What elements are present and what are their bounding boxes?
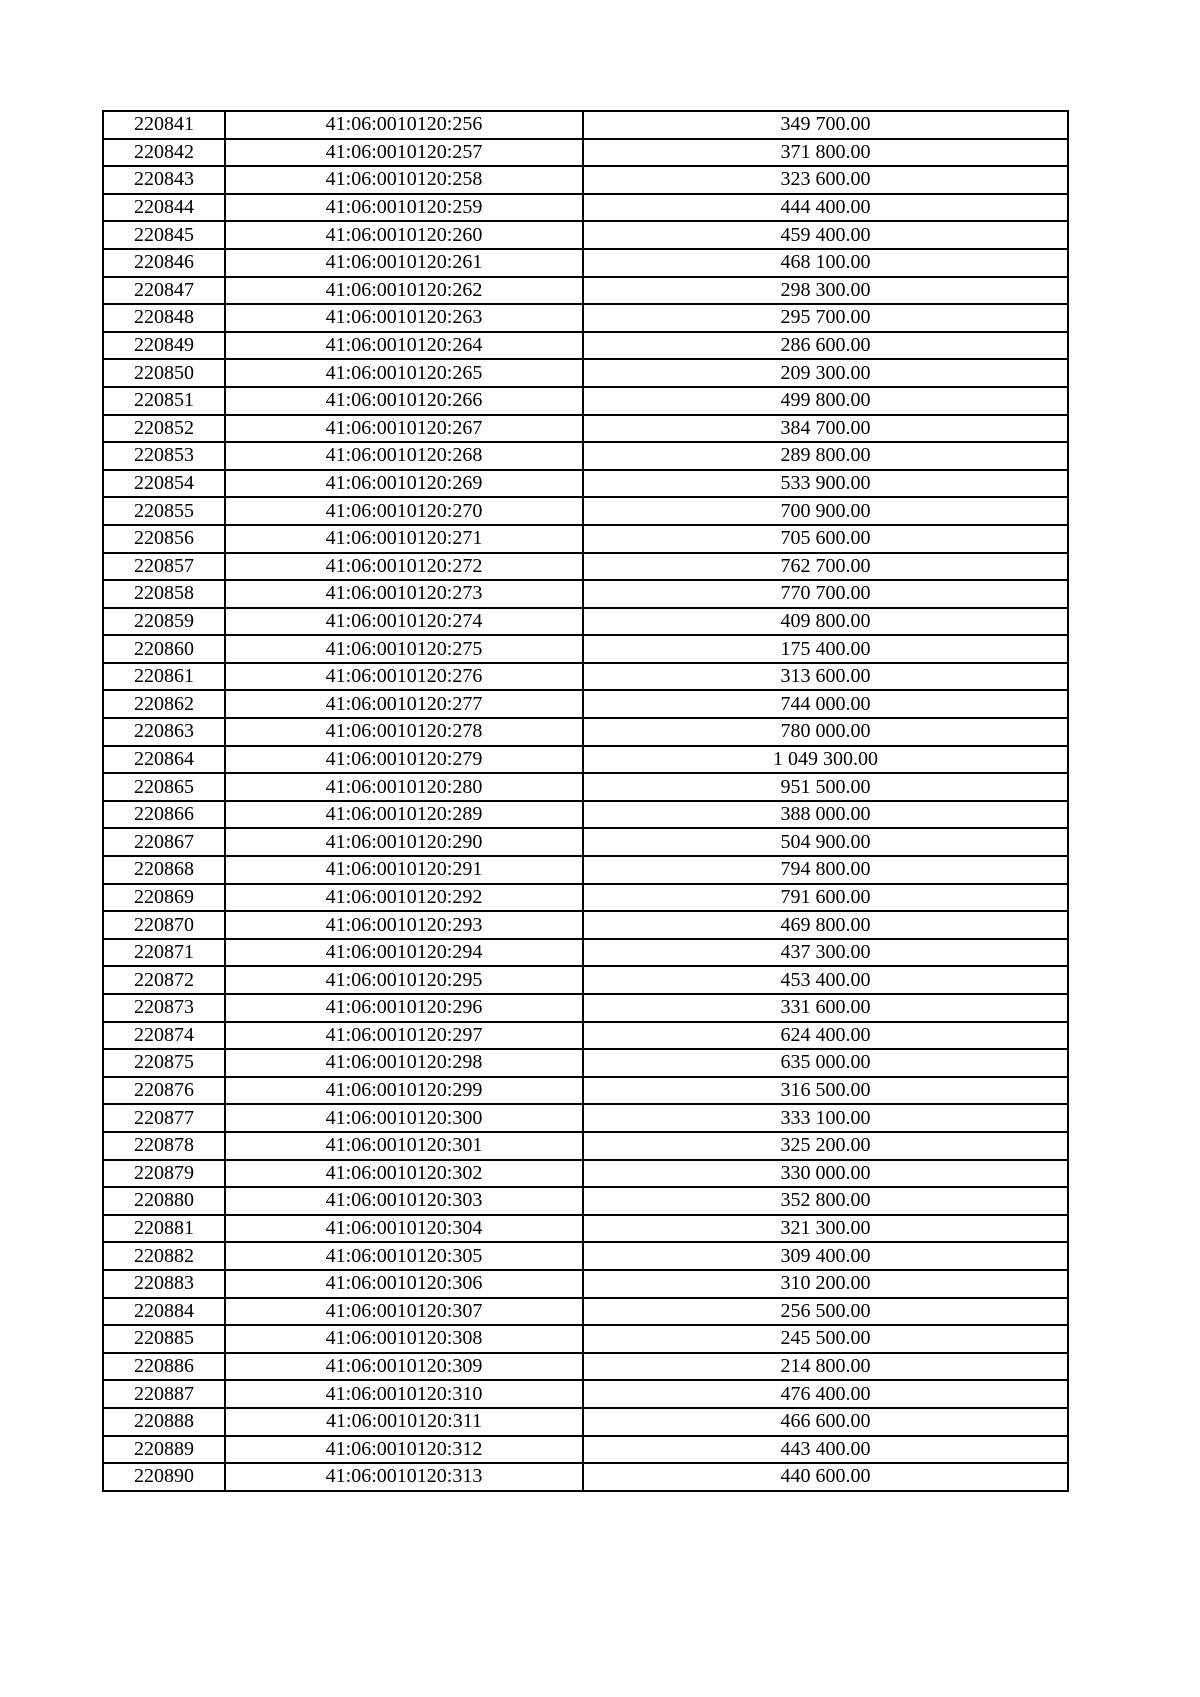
row-number-cell: 220887 [103,1380,225,1408]
row-number-cell: 220855 [103,497,225,525]
row-number-cell: 220851 [103,387,225,415]
cadastral-value-cell: 175 400.00 [583,635,1068,663]
table-row [103,939,1068,967]
cadastral-number-cell: 41:06:0010120:295 [225,966,583,994]
cadastral-value-cell: 762 700.00 [583,553,1068,581]
row-number-cell: 220853 [103,442,225,470]
row-number-cell: 220858 [103,580,225,608]
cadastral-value-cell: 298 300.00 [583,277,1068,305]
table-row [103,166,1068,194]
row-number-cell: 220846 [103,249,225,277]
table-row [103,332,1068,360]
row-number-cell: 220856 [103,525,225,553]
row-number-cell: 220878 [103,1132,225,1160]
cadastral-value-cell: 256 500.00 [583,1298,1068,1326]
cadastral-number-cell: 41:06:0010120:306 [225,1270,583,1298]
cadastral-number-cell: 41:06:0010120:271 [225,525,583,553]
cadastral-number-cell: 41:06:0010120:307 [225,1298,583,1326]
cadastral-number-cell: 41:06:0010120:299 [225,1077,583,1105]
cadastral-value-cell: 295 700.00 [583,304,1068,332]
cadastral-value-cell: 286 600.00 [583,332,1068,360]
table-row [103,856,1068,884]
row-number-cell: 220850 [103,359,225,387]
cadastral-number-cell: 41:06:0010120:259 [225,194,583,222]
row-number-cell: 220870 [103,911,225,939]
table-row [103,277,1068,305]
cadastral-value-cell: 476 400.00 [583,1380,1068,1408]
cadastral-number-cell: 41:06:0010120:262 [225,277,583,305]
cadastral-number-cell: 41:06:0010120:266 [225,387,583,415]
cadastral-number-cell: 41:06:0010120:276 [225,663,583,691]
cadastral-number-cell: 41:06:0010120:305 [225,1242,583,1270]
table-row [103,442,1068,470]
cadastral-value-cell: 794 800.00 [583,856,1068,884]
row-number-cell: 220876 [103,1077,225,1105]
cadastral-value-cell: 444 400.00 [583,194,1068,222]
cadastral-number-cell: 41:06:0010120:304 [225,1215,583,1243]
table-row [103,718,1068,746]
row-number-cell: 220844 [103,194,225,222]
cadastral-value-cell: 214 800.00 [583,1353,1068,1381]
cadastral-number-cell: 41:06:0010120:260 [225,221,583,249]
cadastral-value-cell: 325 200.00 [583,1132,1068,1160]
cadastral-number-cell: 41:06:0010120:308 [225,1325,583,1353]
row-number-cell: 220881 [103,1215,225,1243]
row-number-cell: 220890 [103,1463,225,1491]
cadastral-number-cell: 41:06:0010120:270 [225,497,583,525]
cadastral-value-table [102,110,1069,1492]
cadastral-number-cell: 41:06:0010120:279 [225,746,583,774]
cadastral-number-cell: 41:06:0010120:256 [225,111,583,139]
cadastral-value-cell: 331 600.00 [583,994,1068,1022]
cadastral-number-cell: 41:06:0010120:273 [225,580,583,608]
cadastral-number-cell: 41:06:0010120:269 [225,470,583,498]
cadastral-value-cell: 330 000.00 [583,1160,1068,1188]
table-row [103,1242,1068,1270]
cadastral-value-cell: 313 600.00 [583,663,1068,691]
table-row [103,690,1068,718]
table-row [103,1463,1068,1491]
cadastral-number-cell: 41:06:0010120:310 [225,1380,583,1408]
table-row [103,1049,1068,1077]
row-number-cell: 220859 [103,608,225,636]
cadastral-number-cell: 41:06:0010120:301 [225,1132,583,1160]
table-row [103,911,1068,939]
cadastral-number-cell: 41:06:0010120:268 [225,442,583,470]
cadastral-number-cell: 41:06:0010120:313 [225,1463,583,1491]
row-number-cell: 220842 [103,139,225,167]
row-number-cell: 220880 [103,1187,225,1215]
row-number-cell: 220857 [103,553,225,581]
table-row [103,1353,1068,1381]
row-number-cell: 220885 [103,1325,225,1353]
row-number-cell: 220873 [103,994,225,1022]
cadastral-value-cell: 499 800.00 [583,387,1068,415]
cadastral-number-cell: 41:06:0010120:261 [225,249,583,277]
row-number-cell: 220865 [103,773,225,801]
cadastral-value-cell: 440 600.00 [583,1463,1068,1491]
cadastral-value-cell: 310 200.00 [583,1270,1068,1298]
table-row [103,1077,1068,1105]
table-row [103,525,1068,553]
cadastral-value-cell: 289 800.00 [583,442,1068,470]
cadastral-value-cell: 309 400.00 [583,1242,1068,1270]
cadastral-value-cell: 352 800.00 [583,1187,1068,1215]
cadastral-value-cell: 635 000.00 [583,1049,1068,1077]
table-row [103,663,1068,691]
table-row [103,249,1068,277]
table-row [103,994,1068,1022]
cadastral-value-cell: 459 400.00 [583,221,1068,249]
cadastral-value-cell: 323 600.00 [583,166,1068,194]
cadastral-number-cell: 41:06:0010120:277 [225,690,583,718]
cadastral-number-cell: 41:06:0010120:290 [225,828,583,856]
table-row [103,1215,1068,1243]
row-number-cell: 220861 [103,663,225,691]
cadastral-number-cell: 41:06:0010120:312 [225,1436,583,1464]
cadastral-value-cell: 349 700.00 [583,111,1068,139]
cadastral-number-cell: 41:06:0010120:303 [225,1187,583,1215]
cadastral-number-cell: 41:06:0010120:298 [225,1049,583,1077]
cadastral-value-cell: 1 049 300.00 [583,746,1068,774]
cadastral-number-cell: 41:06:0010120:291 [225,856,583,884]
cadastral-value-cell: 437 300.00 [583,939,1068,967]
cadastral-value-cell: 466 600.00 [583,1408,1068,1436]
cadastral-number-cell: 41:06:0010120:257 [225,139,583,167]
table-row [103,470,1068,498]
row-number-cell: 220872 [103,966,225,994]
cadastral-value-cell: 780 000.00 [583,718,1068,746]
row-number-cell: 220883 [103,1270,225,1298]
table-row [103,139,1068,167]
row-number-cell: 220854 [103,470,225,498]
table-row [103,111,1068,139]
row-number-cell: 220847 [103,277,225,305]
row-number-cell: 220886 [103,1353,225,1381]
cadastral-value-cell: 443 400.00 [583,1436,1068,1464]
table-body [103,111,1068,1491]
cadastral-value-cell: 951 500.00 [583,773,1068,801]
cadastral-number-cell: 41:06:0010120:265 [225,359,583,387]
cadastral-number-cell: 41:06:0010120:280 [225,773,583,801]
cadastral-value-cell: 770 700.00 [583,580,1068,608]
cadastral-number-cell: 41:06:0010120:309 [225,1353,583,1381]
cadastral-value-cell: 384 700.00 [583,415,1068,443]
table-row [103,580,1068,608]
cadastral-number-cell: 41:06:0010120:267 [225,415,583,443]
cadastral-number-cell: 41:06:0010120:297 [225,1022,583,1050]
row-number-cell: 220864 [103,746,225,774]
table-row [103,608,1068,636]
table-row [103,1436,1068,1464]
cadastral-number-cell: 41:06:0010120:300 [225,1104,583,1132]
cadastral-value-cell: 388 000.00 [583,801,1068,829]
row-number-cell: 220848 [103,304,225,332]
cadastral-number-cell: 41:06:0010120:264 [225,332,583,360]
row-number-cell: 220889 [103,1436,225,1464]
row-number-cell: 220852 [103,415,225,443]
cadastral-value-cell: 791 600.00 [583,884,1068,912]
table-row [103,635,1068,663]
cadastral-number-cell: 41:06:0010120:272 [225,553,583,581]
row-number-cell: 220871 [103,939,225,967]
table-row [103,801,1068,829]
cadastral-number-cell: 41:06:0010120:302 [225,1160,583,1188]
table-row [103,553,1068,581]
table-row [103,1380,1068,1408]
cadastral-number-cell: 41:06:0010120:263 [225,304,583,332]
table-row [103,773,1068,801]
row-number-cell: 220875 [103,1049,225,1077]
table-row [103,1132,1068,1160]
row-number-cell: 220868 [103,856,225,884]
table-row [103,194,1068,222]
row-number-cell: 220879 [103,1160,225,1188]
cadastral-value-cell: 371 800.00 [583,139,1068,167]
cadastral-number-cell: 41:06:0010120:278 [225,718,583,746]
cadastral-number-cell: 41:06:0010120:274 [225,608,583,636]
table-row [103,1104,1068,1132]
row-number-cell: 220867 [103,828,225,856]
row-number-cell: 220877 [103,1104,225,1132]
table-row [103,359,1068,387]
table-row [103,1325,1068,1353]
cadastral-value-cell: 409 800.00 [583,608,1068,636]
row-number-cell: 220849 [103,332,225,360]
cadastral-value-cell: 700 900.00 [583,497,1068,525]
cadastral-value-cell: 744 000.00 [583,690,1068,718]
table-row [103,746,1068,774]
row-number-cell: 220862 [103,690,225,718]
row-number-cell: 220884 [103,1298,225,1326]
table-row [103,1298,1068,1326]
row-number-cell: 220866 [103,801,225,829]
table-row [103,387,1068,415]
cadastral-number-cell: 41:06:0010120:289 [225,801,583,829]
cadastral-number-cell: 41:06:0010120:293 [225,911,583,939]
row-number-cell: 220874 [103,1022,225,1050]
table-row [103,497,1068,525]
cadastral-value-cell: 245 500.00 [583,1325,1068,1353]
cadastral-value-cell: 209 300.00 [583,359,1068,387]
table-row [103,1408,1068,1436]
cadastral-value-cell: 533 900.00 [583,470,1068,498]
cadastral-number-cell: 41:06:0010120:275 [225,635,583,663]
cadastral-value-cell: 624 400.00 [583,1022,1068,1050]
row-number-cell: 220882 [103,1242,225,1270]
row-number-cell: 220863 [103,718,225,746]
cadastral-number-cell: 41:06:0010120:258 [225,166,583,194]
cadastral-value-cell: 468 100.00 [583,249,1068,277]
row-number-cell: 220860 [103,635,225,663]
cadastral-value-cell: 333 100.00 [583,1104,1068,1132]
table-row [103,1022,1068,1050]
table-row [103,1270,1068,1298]
row-number-cell: 220869 [103,884,225,912]
cadastral-value-cell: 504 900.00 [583,828,1068,856]
cadastral-number-cell: 41:06:0010120:296 [225,994,583,1022]
cadastral-value-cell: 469 800.00 [583,911,1068,939]
cadastral-value-cell: 705 600.00 [583,525,1068,553]
row-number-cell: 220843 [103,166,225,194]
row-number-cell: 220888 [103,1408,225,1436]
row-number-cell: 220845 [103,221,225,249]
cadastral-value-cell: 453 400.00 [583,966,1068,994]
cadastral-number-cell: 41:06:0010120:292 [225,884,583,912]
table-row [103,966,1068,994]
cadastral-value-cell: 316 500.00 [583,1077,1068,1105]
cadastral-number-cell: 41:06:0010120:311 [225,1408,583,1436]
row-number-cell: 220841 [103,111,225,139]
cadastral-value-cell: 321 300.00 [583,1215,1068,1243]
table-row [103,304,1068,332]
table-row [103,1160,1068,1188]
table-row [103,415,1068,443]
table-row [103,1187,1068,1215]
cadastral-number-cell: 41:06:0010120:294 [225,939,583,967]
table-row [103,828,1068,856]
table-row [103,884,1068,912]
table-row [103,221,1068,249]
